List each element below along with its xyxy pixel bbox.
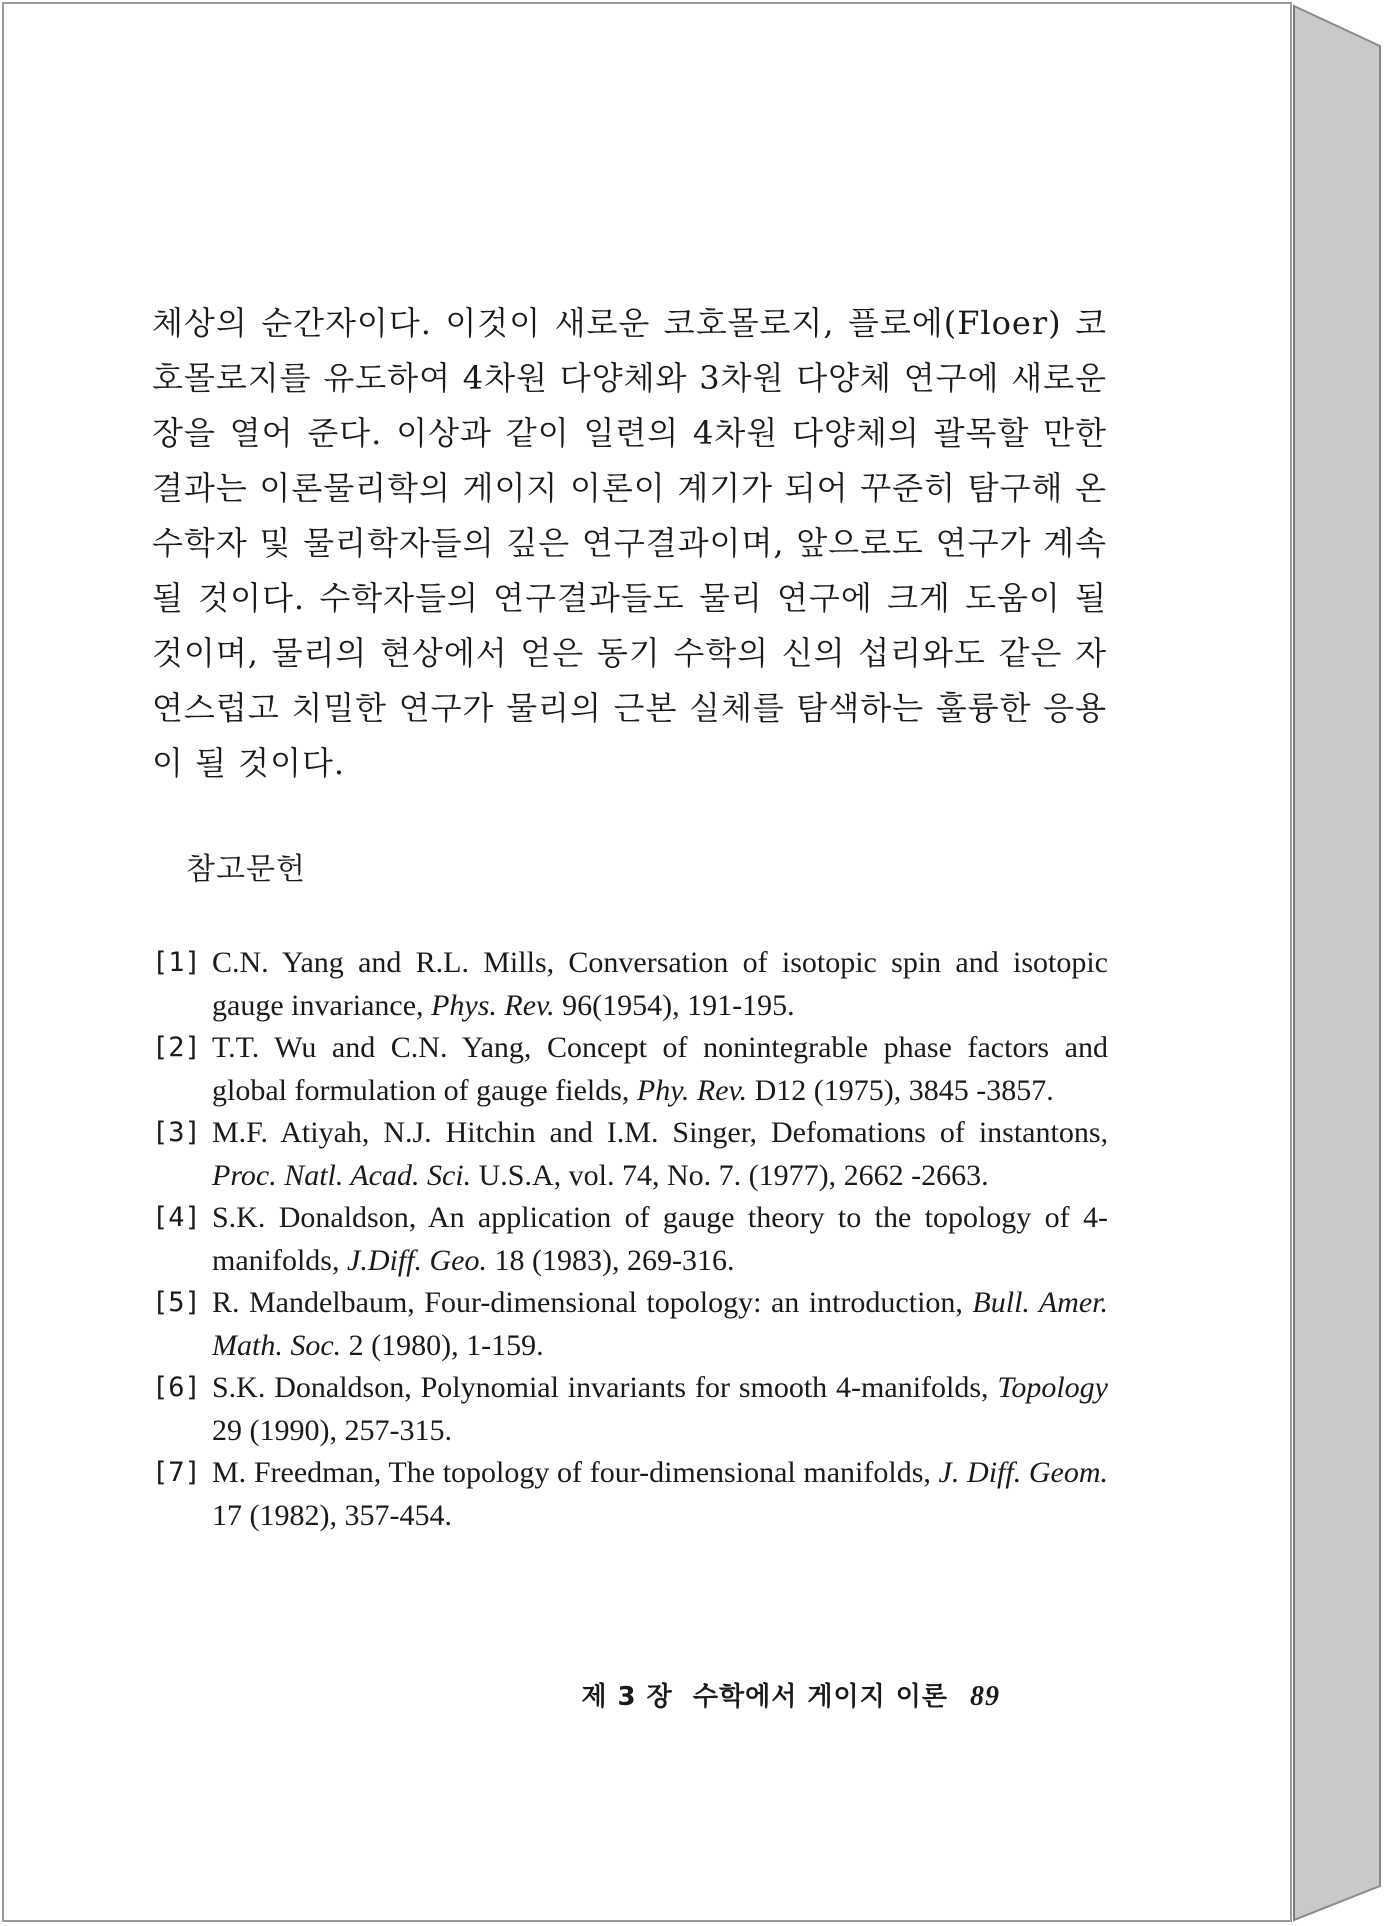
reference-number: [5]: [152, 1287, 201, 1318]
reference-number: [2]: [152, 1032, 201, 1063]
body-paragraph: 체상의 순간자이다. 이것이 새로운 코호몰로지, 플로에(Floer) 코호몰로지를 유도하여 4차원 다양체와 3차원 다양체 연구에 새로운 장을 열어 준다. 이상과 같이 일련의 4차원 다양체의 괄목할 만한 결과는 이론물리학의 게이지 이론이 계기가 되어 꾸준히 탐구해 온 수학자 및 물리학자들의 깊은 연구결과이며, 앞으로도 연구가 계속될 것이다. 수학자들의 연구결과들도 물리 연구에 크게 도움이 될 것이며, 물리의 현상에서 얻은 동기 수학의 신의 섭리와도 같은 자연스럽고 치밀한 연구가 물리의 근본 실체를 탐색하는 훌륭한 응용이 될 것이다.: [152, 304, 1107, 782]
reference-journal: J.Diff. Geo.: [347, 1243, 487, 1277]
reference-text: C.N. Yang and R.L. Mills, Conversation of isotopic spin and isotopic gauge invariance,: [212, 946, 1108, 1022]
references-heading: 참고문헌: [186, 852, 306, 887]
reference-number: [7]: [152, 1457, 201, 1488]
reference-list: [152, 942, 1108, 1537]
reference-item: [152, 1282, 1108, 1367]
reference-number: [3]: [152, 1117, 201, 1148]
reference-text: S.K. Donaldson, Polynomial invariants for smooth 4-manifolds,: [212, 1371, 998, 1404]
reference-number: [4]: [152, 1202, 201, 1233]
reference-text: M.F. Atiyah, N.J. Hitchin and I.M. Singer, Defomations of instantons,: [212, 1116, 1108, 1149]
running-head: 제 3 장 수학에서 게이지 이론: [581, 1682, 948, 1712]
reference-item: [152, 1452, 1108, 1537]
book-page: [2, 2, 1292, 1922]
reference-details: U.S.A, vol. 74, No. 7. (1977), 2662 -2663.: [471, 1158, 989, 1192]
reference-item: [152, 942, 1108, 1027]
reference-item: [152, 1112, 1108, 1197]
reference-text: T.T. Wu and C.N. Yang, Concept of nonintegrable phase factors and global formulation of gauge fields,: [212, 1031, 1108, 1107]
reference-number: [1]: [152, 947, 201, 978]
reference-item: [152, 1027, 1108, 1112]
reference-item: [152, 1197, 1108, 1282]
reference-number: [6]: [152, 1372, 201, 1403]
reference-details: 96(1954), 191-195.: [554, 988, 795, 1022]
page-number: 89: [970, 1681, 1000, 1712]
reference-journal: Bull. Amer. Math. Soc.: [212, 1286, 1109, 1362]
reference-details: 18 (1983), 269-316.: [486, 1243, 735, 1277]
reference-details: 29 (1990), 257-315.: [212, 1413, 452, 1447]
reference-text: M. Freedman, The topology of four-dimensional manifolds,: [212, 1456, 939, 1489]
reference-details: D12 (1975), 3845 -3857.: [747, 1073, 1054, 1107]
page-footer: [581, 1676, 1000, 1713]
book-edge-shadow: [1286, 0, 1386, 1926]
reference-journal: Phy. Rev.: [636, 1073, 748, 1107]
reference-details: 2 (1980), 1-159.: [341, 1328, 544, 1362]
reference-item: [152, 1367, 1108, 1452]
reference-details: 17 (1982), 357-454.: [212, 1498, 452, 1532]
reference-journal: Proc. Natl. Acad. Sci.: [212, 1158, 472, 1192]
reference-journal: Phys. Rev.: [431, 988, 555, 1022]
reference-text: R. Mandelbaum, Four-dimensional topology: an introduction,: [212, 1286, 973, 1319]
reference-journal: Topology: [997, 1371, 1108, 1404]
reference-journal: J. Diff. Geom.: [938, 1456, 1109, 1489]
reference-text: S.K. Donaldson, An application of gauge theory to the topology of 4-manifolds,: [212, 1201, 1108, 1277]
